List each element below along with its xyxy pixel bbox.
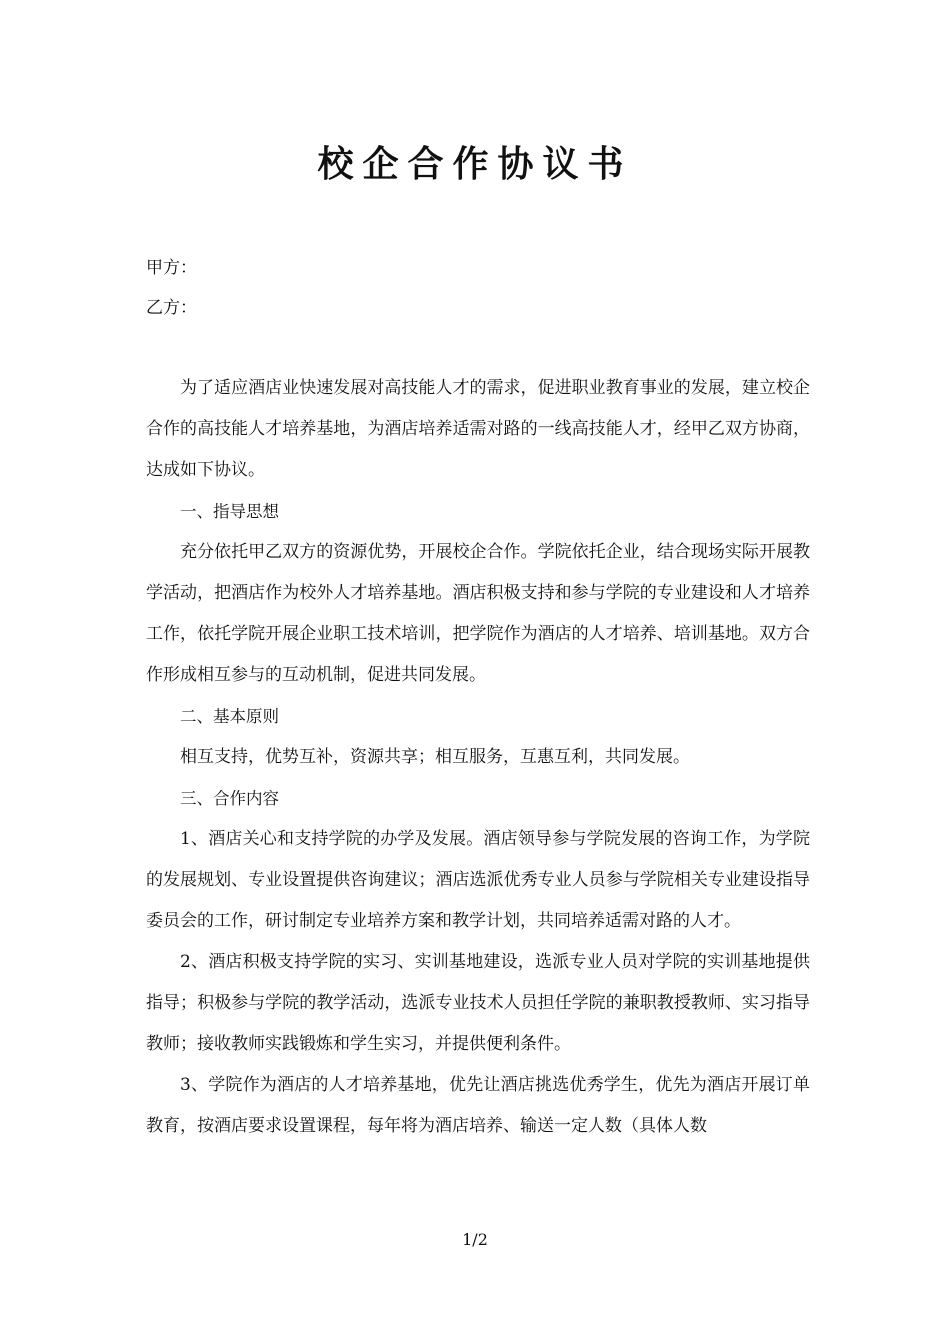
body-paragraph: 充分依托甲乙双方的资源优势，开展校企合作。学院依托企业，结合现场实际开展教学活动，把酒店作为校外人才培养基地。酒店积极支持和参与学院的专业建设和人才培养工作，依托学院开展企业职工技术培训，把学院作为酒店的人才培养、培训基地。双方合作形成相互参与的互动机制，促进共同发展。 bbox=[146, 542, 810, 685]
party-b-label: 乙方： bbox=[146, 298, 197, 318]
body-paragraph: 3、学院作为酒店的人才培养基地，优先让酒店挑选优秀学生，优先为酒店开展订单教育，按酒店要求设置课程，每年将为酒店培养、输送一定人数（具体人数 bbox=[146, 1075, 810, 1136]
document-body bbox=[146, 368, 810, 1147]
body-paragraph: 相互支持，优势互补，资源共享；相互服务，互惠互利，共同发展。 bbox=[180, 747, 690, 767]
body-paragraph: 2、酒店积极支持学院的实习、实训基地建设，选派专业人员对学院的实训基地提供指导；积极参与学院的教学活动，选派专业技术人员担任学院的兼职教授教师、实习指导教师；接收教师实践锻炼和学生实习，并提供便利条件。 bbox=[146, 952, 810, 1054]
body-paragraph: 1、酒店关心和支持学院的办学及发展。酒店领导参与学院发展的咨询工作，为学院的发展规划、专业设置提供咨询建议；酒店选派优秀专业人员参与学院相关专业建设指导委员会的工作，研讨制定专业培养方案和教学计划，共同培养适需对路的人才。 bbox=[146, 829, 810, 931]
page-number: 1/2 bbox=[462, 1230, 488, 1249]
section-heading: 二、基本原则 bbox=[180, 707, 279, 726]
party-a-label: 甲方： bbox=[146, 258, 197, 278]
document-title: 校企合作协议书 bbox=[317, 143, 633, 185]
section-heading: 一、指导思想 bbox=[180, 502, 279, 521]
section-heading: 三、合作内容 bbox=[180, 789, 279, 808]
intro-paragraph: 为了适应酒店业快速发展对高技能人才的需求，促进职业教育事业的发展，建立校企合作的高技能人才培养基地，为酒店培养适需对路的一线高技能人才，经甲乙双方协商，达成如下协议。 bbox=[146, 378, 810, 480]
